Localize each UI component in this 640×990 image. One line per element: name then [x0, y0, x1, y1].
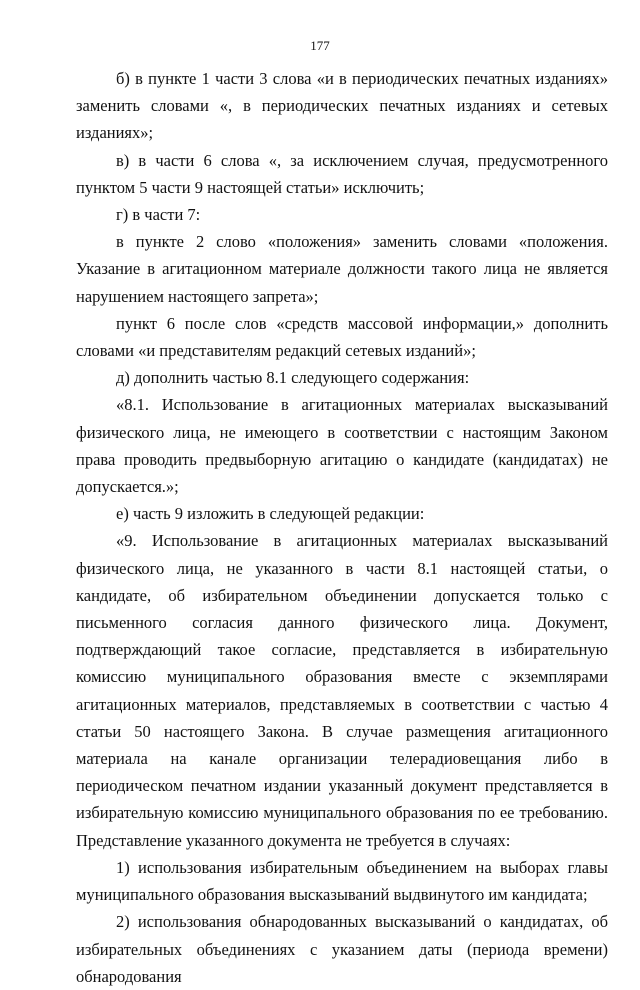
list-item-2: 2) использования обнародованных высказываний о кандидатах, об избирательных объединениях с указанием даты (периода времени) обнародования — [76, 912, 608, 986]
paragraph-part-8-1: «8.1. Использование в агитационных материалах высказываний физического лица, не имеющего в соответствии с настоящим Законом права проводить предвыборную агитацию о кандидате (кандидатах) не допускается.»; — [76, 395, 608, 497]
paragraph-v: в) в части 6 слова «, за исключением случая, предусмотренного пунктом 5 части 9 настоящей статьи» исключить; — [76, 150, 608, 197]
paragraph-d: д) дополнить частью 8.1 следующего содержания: — [116, 368, 470, 388]
page-number: 177 — [310, 38, 330, 53]
paragraph-g-point-2: в пункте 2 слово «положения» заменить словами «положения. Указание в агитационном материале должности такого лица не является нарушением настоящего запрета»; — [76, 232, 608, 306]
paragraph-g-point-6: пункт 6 после слов «средств массовой информации,» дополнить словами «и представителям редакций сетевых изданий»; — [76, 313, 608, 361]
paragraph-e: е) часть 9 изложить в следующей редакции: — [116, 504, 425, 524]
list-item-1: 1) использования избирательным объединением на выборах главы муниципального образования высказываний выдвинутого им кандидата; — [76, 857, 608, 905]
paragraph-g: г) в части 7: — [116, 205, 201, 225]
paragraph-part-9: «9. Использование в агитационных материалах высказываний физического лица, не указанного в части 8.1 настоящей статьи, о кандидате, об избирательном объединении допускается только с письменного согласия данного физического лица. Документ, подтверждающий такое согласие, представляется в избирательную комиссию муниципального образования вместе с экземплярами агитационных материалов, представляемых в соответствии с частью 4 статьи 50 настоящего Закона. В случае размещения агитационного материала на канале организации телерадиовещания либо в периодическом печатном издании указанный документ представляется в избирательную комиссию муниципального образования по ее требованию. Представление указанного документа не требуется в случаях: — [76, 531, 608, 850]
document-body — [76, 65, 608, 990]
paragraph-b: б) в пункте 1 части 3 слова «и в периодических печатных изданиях» заменить словами «, в периодических печатных изданиях и сетевых изданиях»; — [76, 69, 608, 143]
